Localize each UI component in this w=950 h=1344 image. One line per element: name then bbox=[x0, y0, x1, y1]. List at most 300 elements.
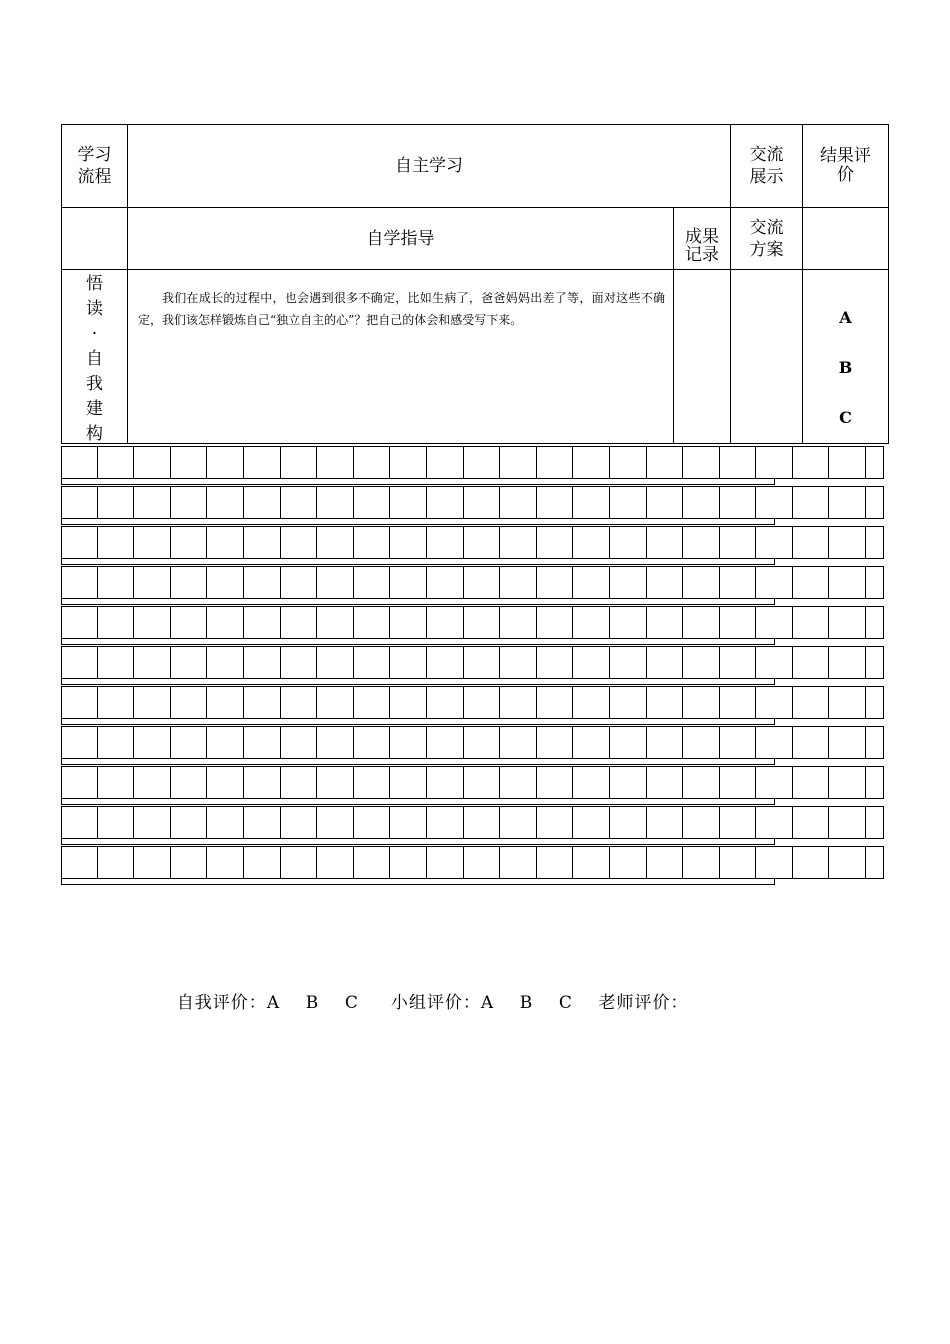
grid-box[interactable] bbox=[537, 686, 574, 719]
grid-box[interactable] bbox=[390, 486, 427, 519]
grid-box[interactable] bbox=[464, 686, 501, 719]
grid-box[interactable] bbox=[61, 806, 98, 839]
grid-box[interactable] bbox=[756, 646, 793, 679]
grid-box[interactable] bbox=[281, 686, 318, 719]
group-eval-options[interactable]: A B C bbox=[480, 993, 573, 1013]
grid-box[interactable] bbox=[390, 646, 427, 679]
grid-row-underline bbox=[61, 759, 775, 765]
grid-row-underline bbox=[61, 799, 775, 805]
self-eval-options[interactable]: A B C bbox=[266, 993, 359, 1013]
grid-box[interactable] bbox=[171, 446, 208, 479]
grid-box[interactable] bbox=[281, 766, 318, 799]
grid-box[interactable] bbox=[610, 766, 647, 799]
grid-box[interactable] bbox=[244, 686, 281, 719]
subheader-record: 成果 记录 bbox=[673, 207, 731, 270]
grid-box[interactable] bbox=[134, 766, 171, 799]
grid-box[interactable] bbox=[573, 766, 610, 799]
grid-box[interactable] bbox=[793, 766, 830, 799]
grid-box[interactable] bbox=[610, 446, 647, 479]
grid-box[interactable] bbox=[829, 606, 866, 639]
grid-box[interactable] bbox=[317, 526, 354, 559]
grid-box[interactable] bbox=[171, 766, 208, 799]
grid-box[interactable] bbox=[427, 846, 464, 879]
grid-row bbox=[61, 766, 884, 799]
header-exchange: 交流 展示 bbox=[730, 124, 803, 208]
grid-box[interactable] bbox=[61, 766, 98, 799]
stage-char: 悟 bbox=[86, 274, 103, 294]
grid-box[interactable] bbox=[98, 486, 135, 519]
grid-box[interactable] bbox=[134, 566, 171, 599]
grid-box[interactable] bbox=[537, 446, 574, 479]
grid-box[interactable] bbox=[683, 486, 720, 519]
grid-box[interactable] bbox=[281, 486, 318, 519]
grid-box[interactable] bbox=[829, 726, 866, 759]
grid-box[interactable] bbox=[720, 726, 757, 759]
grid-box[interactable] bbox=[207, 766, 244, 799]
grid-box[interactable] bbox=[464, 446, 501, 479]
grid-box[interactable] bbox=[134, 646, 171, 679]
grid-box[interactable] bbox=[464, 566, 501, 599]
prompt-text: 我们在成长的过程中，也会遇到很多不确定，比如生病了，爸爸妈妈出差了等，面对这些不确定，我们该怎样锻炼自己“独立自主的心”？把自己的体会和感受写下来。 bbox=[138, 291, 665, 327]
grid-box[interactable] bbox=[98, 566, 135, 599]
grid-box[interactable] bbox=[134, 446, 171, 479]
grid-box[interactable] bbox=[134, 486, 171, 519]
teacher-eval-label: 老师评价： bbox=[598, 993, 689, 1013]
grid-box[interactable] bbox=[720, 566, 757, 599]
grid-box[interactable] bbox=[98, 726, 135, 759]
grid-box[interactable] bbox=[610, 566, 647, 599]
grid-box[interactable] bbox=[207, 726, 244, 759]
grid-box[interactable] bbox=[537, 526, 574, 559]
grid-row bbox=[61, 606, 884, 639]
grid-box[interactable] bbox=[866, 846, 884, 879]
grid-box[interactable] bbox=[720, 606, 757, 639]
grid-box[interactable] bbox=[171, 846, 208, 879]
self-eval-label: 自我评价： bbox=[176, 993, 267, 1013]
grid-row bbox=[61, 806, 884, 839]
grid-box[interactable] bbox=[244, 846, 281, 879]
grid-box[interactable] bbox=[793, 566, 830, 599]
grid-box[interactable] bbox=[427, 606, 464, 639]
grid-box[interactable] bbox=[756, 486, 793, 519]
grid-box[interactable] bbox=[683, 526, 720, 559]
grid-box[interactable] bbox=[500, 686, 537, 719]
grade-a[interactable]: A bbox=[839, 308, 852, 327]
grid-box[interactable] bbox=[610, 606, 647, 639]
grid-box[interactable] bbox=[134, 686, 171, 719]
grid-box[interactable] bbox=[756, 526, 793, 559]
grid-box[interactable] bbox=[647, 486, 684, 519]
grid-box[interactable] bbox=[573, 726, 610, 759]
grid-box[interactable] bbox=[244, 486, 281, 519]
grid-box[interactable] bbox=[244, 446, 281, 479]
grid-box[interactable] bbox=[610, 486, 647, 519]
header-flow: 学习 流程 bbox=[61, 124, 128, 208]
grid-box[interactable] bbox=[756, 566, 793, 599]
grid-box[interactable] bbox=[464, 646, 501, 679]
grid-box[interactable] bbox=[61, 526, 98, 559]
grid-box[interactable] bbox=[134, 726, 171, 759]
grid-box[interactable] bbox=[573, 526, 610, 559]
grid-box[interactable] bbox=[244, 606, 281, 639]
grid-box[interactable] bbox=[573, 806, 610, 839]
grid-box[interactable] bbox=[244, 526, 281, 559]
grid-box[interactable] bbox=[500, 526, 537, 559]
grid-box[interactable] bbox=[464, 766, 501, 799]
grid-box[interactable] bbox=[610, 726, 647, 759]
grid-box[interactable] bbox=[829, 846, 866, 879]
grid-box[interactable] bbox=[537, 726, 574, 759]
grid-box[interactable] bbox=[317, 606, 354, 639]
grade-c[interactable]: C bbox=[839, 408, 852, 427]
grid-box[interactable] bbox=[866, 446, 884, 479]
grid-box[interactable] bbox=[281, 646, 318, 679]
grid-box[interactable] bbox=[354, 526, 391, 559]
grid-row bbox=[61, 686, 884, 719]
grid-box[interactable] bbox=[647, 446, 684, 479]
grid-box[interactable] bbox=[647, 606, 684, 639]
grid-box[interactable] bbox=[207, 446, 244, 479]
grid-box[interactable] bbox=[464, 726, 501, 759]
grid-box[interactable] bbox=[98, 846, 135, 879]
grid-box[interactable] bbox=[829, 646, 866, 679]
grid-box[interactable] bbox=[134, 526, 171, 559]
grid-box[interactable] bbox=[573, 566, 610, 599]
grid-box[interactable] bbox=[390, 446, 427, 479]
grid-box[interactable] bbox=[793, 646, 830, 679]
grid-box[interactable] bbox=[317, 446, 354, 479]
grid-box[interactable] bbox=[756, 766, 793, 799]
grid-box[interactable] bbox=[317, 646, 354, 679]
grid-box[interactable] bbox=[720, 806, 757, 839]
grid-row bbox=[61, 486, 884, 519]
grid-box[interactable] bbox=[281, 606, 318, 639]
grid-box[interactable] bbox=[171, 486, 208, 519]
grid-box[interactable] bbox=[683, 766, 720, 799]
grid-box[interactable] bbox=[793, 846, 830, 879]
grid-box[interactable] bbox=[500, 846, 537, 879]
grid-box[interactable] bbox=[390, 726, 427, 759]
grid-box[interactable] bbox=[61, 646, 98, 679]
grid-box[interactable] bbox=[500, 446, 537, 479]
grid-box[interactable] bbox=[537, 606, 574, 639]
grid-box[interactable] bbox=[61, 846, 98, 879]
grid-box[interactable] bbox=[500, 606, 537, 639]
grid-box[interactable] bbox=[98, 446, 135, 479]
grid-box[interactable] bbox=[134, 606, 171, 639]
grid-box[interactable] bbox=[610, 846, 647, 879]
grid-box[interactable] bbox=[866, 526, 884, 559]
subheader-plan: 交流 方案 bbox=[730, 207, 803, 270]
grid-box[interactable] bbox=[720, 446, 757, 479]
grid-box[interactable] bbox=[390, 686, 427, 719]
grid-box[interactable] bbox=[390, 566, 427, 599]
grid-box[interactable] bbox=[756, 846, 793, 879]
stage-char: · bbox=[91, 324, 98, 344]
grid-box[interactable] bbox=[610, 806, 647, 839]
stage-char: 自 bbox=[86, 349, 103, 369]
grid-box[interactable] bbox=[500, 766, 537, 799]
grid-box[interactable] bbox=[354, 566, 391, 599]
grid-box[interactable] bbox=[720, 766, 757, 799]
grid-box[interactable] bbox=[427, 806, 464, 839]
grid-box[interactable] bbox=[573, 646, 610, 679]
grid-box[interactable] bbox=[354, 766, 391, 799]
grid-box[interactable] bbox=[647, 566, 684, 599]
subheader-guide: 自学指导 bbox=[127, 207, 674, 270]
grid-box[interactable] bbox=[756, 606, 793, 639]
grid-box[interactable] bbox=[537, 566, 574, 599]
grid-box[interactable] bbox=[354, 646, 391, 679]
grid-box[interactable] bbox=[647, 806, 684, 839]
stage-char: 建 bbox=[86, 399, 103, 419]
grid-box[interactable] bbox=[427, 726, 464, 759]
grid-box[interactable] bbox=[171, 726, 208, 759]
grid-box[interactable] bbox=[647, 646, 684, 679]
grid-box[interactable] bbox=[683, 566, 720, 599]
grid-row-underline bbox=[61, 719, 775, 725]
grid-box[interactable] bbox=[354, 686, 391, 719]
grid-box[interactable] bbox=[610, 646, 647, 679]
grid-box[interactable] bbox=[464, 806, 501, 839]
grid-box[interactable] bbox=[500, 646, 537, 679]
grid-box[interactable] bbox=[207, 606, 244, 639]
grid-box[interactable] bbox=[756, 686, 793, 719]
grid-box[interactable] bbox=[829, 446, 866, 479]
grid-box[interactable] bbox=[244, 766, 281, 799]
grid-box[interactable] bbox=[793, 606, 830, 639]
grid-row bbox=[61, 446, 884, 479]
grid-box[interactable] bbox=[98, 766, 135, 799]
stage-char: 读 bbox=[86, 299, 103, 319]
grid-row bbox=[61, 726, 884, 759]
grid-box[interactable] bbox=[207, 486, 244, 519]
grid-box[interactable] bbox=[171, 806, 208, 839]
grid-box[interactable] bbox=[281, 526, 318, 559]
grid-box[interactable] bbox=[171, 526, 208, 559]
grid-box[interactable] bbox=[61, 486, 98, 519]
grid-box[interactable] bbox=[537, 806, 574, 839]
stage-cell bbox=[61, 269, 128, 444]
grid-row bbox=[61, 566, 884, 599]
grid-box[interactable] bbox=[171, 686, 208, 719]
grid-box[interactable] bbox=[756, 446, 793, 479]
grid-box[interactable] bbox=[354, 846, 391, 879]
grid-box[interactable] bbox=[98, 606, 135, 639]
grid-box[interactable] bbox=[98, 526, 135, 559]
grid-box[interactable] bbox=[610, 526, 647, 559]
grid-box[interactable] bbox=[317, 566, 354, 599]
grid-box[interactable] bbox=[793, 526, 830, 559]
evaluation-footer bbox=[164, 968, 689, 1013]
stage-char: 构 bbox=[86, 424, 103, 444]
grid-box[interactable] bbox=[866, 726, 884, 759]
grid-box[interactable] bbox=[720, 846, 757, 879]
grid-box[interactable] bbox=[647, 766, 684, 799]
grid-box[interactable] bbox=[464, 526, 501, 559]
grid-box[interactable] bbox=[61, 566, 98, 599]
grid-box[interactable] bbox=[793, 726, 830, 759]
grid-box[interactable] bbox=[317, 726, 354, 759]
grid-box[interactable] bbox=[793, 486, 830, 519]
grid-box[interactable] bbox=[537, 766, 574, 799]
grid-box[interactable] bbox=[244, 806, 281, 839]
grid-box[interactable] bbox=[683, 446, 720, 479]
grid-box[interactable] bbox=[647, 526, 684, 559]
grid-box[interactable] bbox=[866, 486, 884, 519]
grid-row-underline bbox=[61, 479, 775, 485]
grid-box[interactable] bbox=[683, 606, 720, 639]
grid-box[interactable] bbox=[390, 606, 427, 639]
grid-row bbox=[61, 646, 884, 679]
grid-box[interactable] bbox=[720, 526, 757, 559]
grid-box[interactable] bbox=[61, 606, 98, 639]
grid-box[interactable] bbox=[281, 846, 318, 879]
grid-box[interactable] bbox=[207, 846, 244, 879]
grid-box[interactable] bbox=[720, 646, 757, 679]
grid-box[interactable] bbox=[720, 686, 757, 719]
grid-box[interactable] bbox=[464, 486, 501, 519]
grid-box[interactable] bbox=[683, 646, 720, 679]
grid-box[interactable] bbox=[98, 646, 135, 679]
grid-box[interactable] bbox=[647, 846, 684, 879]
subheader-empty bbox=[61, 207, 128, 270]
grid-box[interactable] bbox=[207, 686, 244, 719]
grid-box[interactable] bbox=[207, 806, 244, 839]
grid-box[interactable] bbox=[427, 486, 464, 519]
grid-box[interactable] bbox=[829, 566, 866, 599]
grid-box[interactable] bbox=[427, 646, 464, 679]
grid-box[interactable] bbox=[61, 446, 98, 479]
grid-box[interactable] bbox=[464, 606, 501, 639]
grid-box[interactable] bbox=[390, 526, 427, 559]
grid-box[interactable] bbox=[427, 566, 464, 599]
grid-box[interactable] bbox=[500, 566, 537, 599]
grid-box[interactable] bbox=[354, 486, 391, 519]
grid-box[interactable] bbox=[683, 686, 720, 719]
grid-row-underline bbox=[61, 839, 775, 845]
grid-row-underline bbox=[61, 639, 775, 645]
grid-box[interactable] bbox=[866, 686, 884, 719]
grid-box[interactable] bbox=[427, 446, 464, 479]
grid-box[interactable] bbox=[573, 486, 610, 519]
grid-box[interactable] bbox=[464, 846, 501, 879]
header-self-study: 自主学习 bbox=[127, 124, 731, 208]
grid-box[interactable] bbox=[683, 726, 720, 759]
grid-box[interactable] bbox=[171, 646, 208, 679]
grid-box[interactable] bbox=[427, 686, 464, 719]
grid-box[interactable] bbox=[244, 646, 281, 679]
record-cell[interactable] bbox=[673, 269, 731, 444]
grid-box[interactable] bbox=[829, 486, 866, 519]
grid-box[interactable] bbox=[317, 486, 354, 519]
grid-box[interactable] bbox=[281, 726, 318, 759]
grid-box[interactable] bbox=[171, 566, 208, 599]
grid-row-underline bbox=[61, 599, 775, 605]
grid-box[interactable] bbox=[61, 686, 98, 719]
grid-box[interactable] bbox=[390, 806, 427, 839]
grid-box[interactable] bbox=[134, 846, 171, 879]
grid-box[interactable] bbox=[317, 686, 354, 719]
grid-box[interactable] bbox=[866, 766, 884, 799]
grid-box[interactable] bbox=[427, 526, 464, 559]
grid-box[interactable] bbox=[720, 486, 757, 519]
grid-box[interactable] bbox=[390, 846, 427, 879]
grid-box[interactable] bbox=[207, 566, 244, 599]
grid-box[interactable] bbox=[61, 726, 98, 759]
grid-box[interactable] bbox=[573, 446, 610, 479]
grid-box[interactable] bbox=[244, 726, 281, 759]
grid-box[interactable] bbox=[537, 486, 574, 519]
header-result: 结果评 价 bbox=[802, 124, 889, 208]
grid-box[interactable] bbox=[829, 766, 866, 799]
grid-box[interactable] bbox=[281, 566, 318, 599]
grid-box[interactable] bbox=[98, 806, 135, 839]
group-eval-label: 小组评价： bbox=[390, 993, 481, 1013]
grid-box[interactable] bbox=[829, 686, 866, 719]
grid-box[interactable] bbox=[573, 686, 610, 719]
grid-box[interactable] bbox=[354, 726, 391, 759]
plan-cell[interactable] bbox=[730, 269, 803, 444]
grid-box[interactable] bbox=[756, 726, 793, 759]
subheader-result-empty bbox=[802, 207, 889, 270]
grid-box[interactable] bbox=[866, 606, 884, 639]
grid-box[interactable] bbox=[573, 606, 610, 639]
grid-box[interactable] bbox=[500, 726, 537, 759]
grid-box[interactable] bbox=[354, 806, 391, 839]
grid-box[interactable] bbox=[537, 646, 574, 679]
grid-box[interactable] bbox=[354, 446, 391, 479]
grid-box[interactable] bbox=[171, 606, 208, 639]
prompt-cell bbox=[127, 269, 674, 444]
grade-b[interactable]: B bbox=[838, 358, 853, 377]
grid-box[interactable] bbox=[829, 806, 866, 839]
grid-box[interactable] bbox=[317, 766, 354, 799]
grid-box[interactable] bbox=[683, 806, 720, 839]
grid-box[interactable] bbox=[683, 846, 720, 879]
grid-row-underline bbox=[61, 679, 775, 685]
grid-box[interactable] bbox=[281, 446, 318, 479]
grid-box[interactable] bbox=[500, 806, 537, 839]
grid-box[interactable] bbox=[98, 686, 135, 719]
grid-box[interactable] bbox=[647, 726, 684, 759]
grid-box[interactable] bbox=[647, 686, 684, 719]
grid-box[interactable] bbox=[537, 846, 574, 879]
grid-box[interactable] bbox=[829, 526, 866, 559]
grid-box[interactable] bbox=[756, 806, 793, 839]
grid-box[interactable] bbox=[866, 806, 884, 839]
grid-box[interactable] bbox=[866, 566, 884, 599]
grid-box[interactable] bbox=[793, 686, 830, 719]
grid-box[interactable] bbox=[573, 846, 610, 879]
grid-box[interactable] bbox=[427, 766, 464, 799]
grid-box[interactable] bbox=[207, 646, 244, 679]
grid-box[interactable] bbox=[244, 566, 281, 599]
grid-box[interactable] bbox=[793, 446, 830, 479]
grid-box[interactable] bbox=[207, 526, 244, 559]
grid-box[interactable] bbox=[354, 606, 391, 639]
grade-cell bbox=[802, 269, 889, 444]
grid-box[interactable] bbox=[317, 806, 354, 839]
grid-box[interactable] bbox=[317, 846, 354, 879]
grid-box[interactable] bbox=[610, 686, 647, 719]
grid-box[interactable] bbox=[390, 766, 427, 799]
grid-box[interactable] bbox=[500, 486, 537, 519]
grid-box[interactable] bbox=[134, 806, 171, 839]
grid-box[interactable] bbox=[866, 646, 884, 679]
grid-box[interactable] bbox=[281, 806, 318, 839]
grid-box[interactable] bbox=[793, 806, 830, 839]
